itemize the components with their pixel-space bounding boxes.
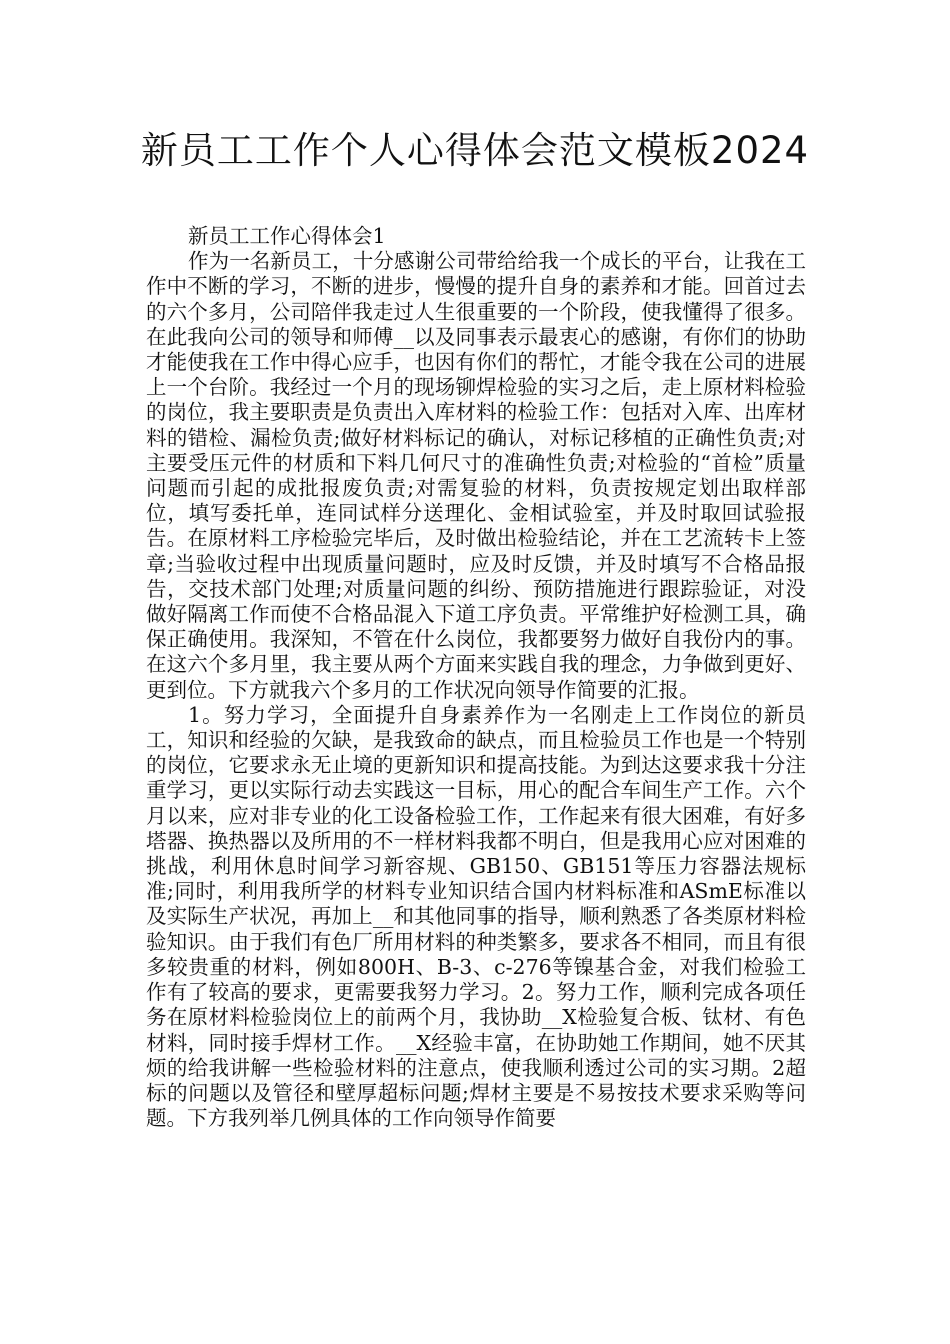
paragraph: 作为一名新员工，十分感谢公司带给给我一个成长的平台，让我在工作中不断的学习，不断的进步，慢慢的提升自身的素养和才能。回首过去的六个多月，公司陪伴我走过人生很重要的一个阶段，使我懂得了很多。在此我向公司的领导和师傅__以及同事表示最衷心的感谢，有你们的协助才能使我在工作中得心应手，也因有你们的帮忙，才能令我在公司的进展上一个台阶。我经过一个月的现场铆焊检验的实习之后，走上原材料检验的岗位，我主要职责是负责出入库材料的检验工作：包括对入库、出库材料的错检、漏检负责;做好材料标记的确认，对标记移植的正确性负责;对主要受压元件的材质和下料几何尺寸的准确性负责;对检验的“首检”质量问题而引起的成批报废负责;对需复验的材料，负责按规定划出取样部位，填写委托单，连同试样分送理化、金相试验室，并及时取回试验报告。在原材料工序检验完毕后，及时做出检验结论，并在工艺流转卡上签章;当验收过程中出现质量问题时，应及时反馈，并及时填写不合格品报告，交技术部门处理;对质量问题的纠纷、预防措施进行跟踪验证，对没做好隔离工作而使不合格品混入下道工序负责。平常维护好检测工具，确保正确使用。我深知，不管在什么岗位，我都要努力做好自我份内的事。在这六个多月里，我主要从两个方面来实践自我的理念，力争做到更好、更到位。下方就我六个多月的工作状况向领导作简要的汇报。 [146, 249, 806, 702]
section-heading: 新员工工作心得体会1 [188, 224, 386, 248]
document-body [146, 224, 806, 1131]
document-title: 新员工工作个人心得体会范文模板2024 [140, 129, 810, 172]
paragraph: 1。努力学习，全面提升自身素养作为一名刚走上工作岗位的新员工，知识和经验的欠缺，是我致命的缺点，而且检验员工作也是一个特别的岗位，它要求永无止境的更新知识和提高技能。为到达这要求我十分注重学习，更以实际行动去实践这一目标，用心的配合车间生产工作。六个月以来，应对非专业的化工设备检验工作，工作起来有很大困难，有好多塔器、换热器以及所用的不一样材料我都不明白，但是我用心应对困难的挑战，利用休息时间学习新容规、GB150、GB151等压力容器法规标准;同时，利用我所学的材料专业知识结合国内材料标准和ASmE标准以及实际生产状况，再加上__和其他同事的指导，顺利熟悉了各类原材料检验知识。由于我们有色厂所用材料的种类繁多，要求各不相同，而且有很多较贵重的材料，例如800H、B-3、c-276等镍基合金，对我们检验工作有了较高的要求，更需要我努力学习。2。努力工作，顺利完成各项任务在原材料检验岗位上的前两个月，我协助__X检验复合板、钛材、有色材料，同时接手焊材工作。__X经验丰富，在协助她工作期间，她不厌其烦的给我讲解一些检验材料的注意点，使我顺利透过公司的实习期。2超标的问题以及管径和壁厚超标问题;焊材主要是不易按技术要求采购等问题。下方我列举几例具体的工作向领导作简要 [146, 702, 806, 1131]
